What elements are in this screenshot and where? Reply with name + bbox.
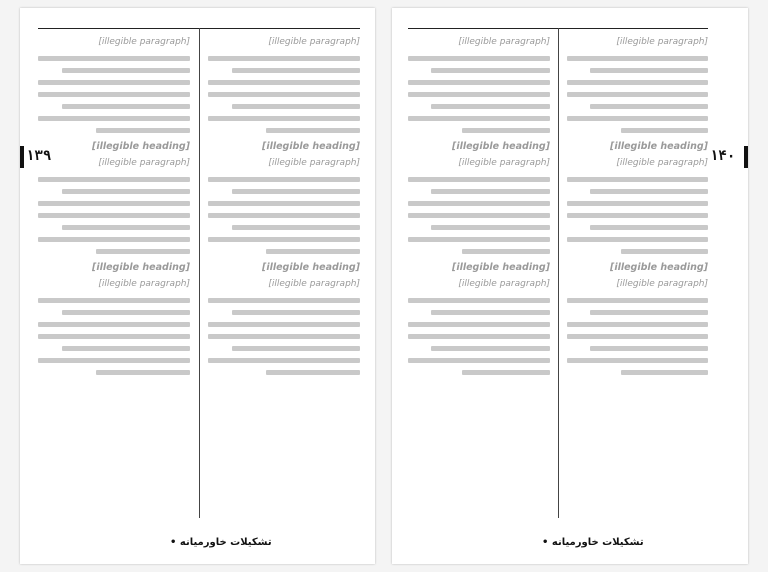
body-paragraph: [illegible paragraph]: [268, 158, 360, 168]
text-line-placeholder: [590, 310, 708, 315]
text-line-placeholder: [408, 322, 550, 327]
body-paragraph: [illegible paragraph]: [458, 279, 550, 289]
text-line-placeholder: [208, 80, 360, 85]
text-line-placeholder: [431, 104, 550, 109]
text-line-placeholder: [590, 104, 708, 109]
text-line-placeholder: [462, 128, 550, 133]
text-line-placeholder: [38, 80, 190, 85]
text-line-placeholder: [62, 189, 190, 194]
text-line-placeholder: [408, 237, 550, 242]
text-line-placeholder: [38, 322, 190, 327]
text-line-placeholder: [567, 201, 708, 206]
text-line-placeholder: [38, 298, 190, 303]
text-line-placeholder: [62, 225, 190, 230]
text-line-placeholder: [96, 249, 190, 254]
text-line-placeholder: [567, 177, 708, 182]
body-paragraph: [illegible paragraph]: [458, 158, 550, 168]
column-divider: [199, 28, 200, 518]
text-line-placeholder: [232, 346, 360, 351]
body-paragraph: [illegible paragraph]: [616, 158, 708, 168]
text-line-placeholder: [621, 370, 708, 375]
text-line-placeholder: [567, 334, 708, 339]
text-line-placeholder: [408, 92, 550, 97]
text-line-placeholder: [266, 128, 360, 133]
text-line-placeholder: [38, 237, 190, 242]
text-line-placeholder: [96, 370, 190, 375]
text-line-placeholder: [62, 68, 190, 73]
right-page-column-outer: [567, 36, 708, 516]
page-footer: • تشکیلات خاورمیانه: [170, 537, 272, 548]
text-line-placeholder: [208, 56, 360, 61]
text-line-placeholder: [38, 213, 190, 218]
text-line-placeholder: [232, 189, 360, 194]
left-page-column-outer: [38, 36, 190, 516]
section-heading: [illegible heading]: [91, 262, 190, 273]
text-line-placeholder: [38, 201, 190, 206]
text-line-placeholder: [208, 213, 360, 218]
text-line-placeholder: [408, 213, 550, 218]
text-line-placeholder: [232, 225, 360, 230]
right-page-column-inner: [408, 36, 550, 516]
text-line-placeholder: [408, 298, 550, 303]
body-paragraph: [illegible paragraph]: [458, 37, 550, 47]
text-line-placeholder: [408, 56, 550, 61]
page-edge-marker: [744, 146, 748, 168]
text-line-placeholder: [408, 358, 550, 363]
text-line-placeholder: [96, 128, 190, 133]
text-line-placeholder: [431, 189, 550, 194]
text-line-placeholder: [208, 298, 360, 303]
text-line-placeholder: [38, 116, 190, 121]
body-paragraph: [illegible paragraph]: [268, 37, 360, 47]
section-heading: [illegible heading]: [91, 141, 190, 152]
text-line-placeholder: [62, 104, 190, 109]
text-line-placeholder: [208, 116, 360, 121]
text-line-placeholder: [567, 56, 708, 61]
left-page-column-inner: [208, 36, 360, 516]
section-heading: [illegible heading]: [451, 141, 550, 152]
text-line-placeholder: [208, 322, 360, 327]
text-line-placeholder: [567, 116, 708, 121]
text-line-placeholder: [408, 201, 550, 206]
text-line-placeholder: [208, 177, 360, 182]
text-line-placeholder: [232, 104, 360, 109]
text-line-placeholder: [567, 80, 708, 85]
text-line-placeholder: [567, 298, 708, 303]
text-line-placeholder: [567, 322, 708, 327]
text-line-placeholder: [38, 334, 190, 339]
text-line-placeholder: [266, 249, 360, 254]
text-line-placeholder: [38, 92, 190, 97]
body-paragraph: [illegible paragraph]: [268, 279, 360, 289]
text-line-placeholder: [567, 92, 708, 97]
text-line-placeholder: [590, 68, 708, 73]
text-line-placeholder: [408, 80, 550, 85]
section-heading: [illegible heading]: [609, 141, 708, 152]
body-paragraph: [illegible paragraph]: [98, 37, 190, 47]
text-line-placeholder: [266, 370, 360, 375]
text-line-placeholder: [408, 116, 550, 121]
text-line-placeholder: [431, 225, 550, 230]
text-line-placeholder: [621, 128, 708, 133]
text-line-placeholder: [590, 225, 708, 230]
text-line-placeholder: [208, 92, 360, 97]
text-line-placeholder: [38, 358, 190, 363]
text-line-placeholder: [232, 310, 360, 315]
page-number: ۱۳۹: [26, 148, 52, 164]
section-heading: [illegible heading]: [451, 262, 550, 273]
text-line-placeholder: [567, 237, 708, 242]
text-line-placeholder: [208, 237, 360, 242]
body-paragraph: [illegible paragraph]: [616, 37, 708, 47]
right-page: [392, 8, 748, 564]
body-paragraph: [illegible paragraph]: [98, 158, 190, 168]
text-line-placeholder: [232, 68, 360, 73]
text-line-placeholder: [208, 334, 360, 339]
text-line-placeholder: [408, 334, 550, 339]
text-line-placeholder: [462, 370, 550, 375]
body-paragraph: [illegible paragraph]: [98, 279, 190, 289]
text-line-placeholder: [621, 249, 708, 254]
text-line-placeholder: [62, 310, 190, 315]
text-line-placeholder: [590, 189, 708, 194]
page-footer: • تشکیلات خاورمیانه: [542, 537, 644, 548]
section-heading: [illegible heading]: [261, 262, 360, 273]
text-line-placeholder: [567, 358, 708, 363]
page-number: ۱۴۰: [710, 148, 736, 164]
text-line-placeholder: [431, 310, 550, 315]
text-line-placeholder: [208, 201, 360, 206]
column-divider: [558, 28, 559, 518]
text-line-placeholder: [208, 358, 360, 363]
section-heading: [illegible heading]: [261, 141, 360, 152]
text-line-placeholder: [408, 177, 550, 182]
text-line-placeholder: [62, 346, 190, 351]
text-line-placeholder: [567, 213, 708, 218]
text-line-placeholder: [590, 346, 708, 351]
text-line-placeholder: [462, 249, 550, 254]
left-page: [20, 8, 375, 564]
text-line-placeholder: [38, 56, 190, 61]
text-line-placeholder: [38, 177, 190, 182]
page-edge-marker: [20, 146, 24, 168]
text-line-placeholder: [431, 346, 550, 351]
section-heading: [illegible heading]: [609, 262, 708, 273]
body-paragraph: [illegible paragraph]: [616, 279, 708, 289]
text-line-placeholder: [431, 68, 550, 73]
